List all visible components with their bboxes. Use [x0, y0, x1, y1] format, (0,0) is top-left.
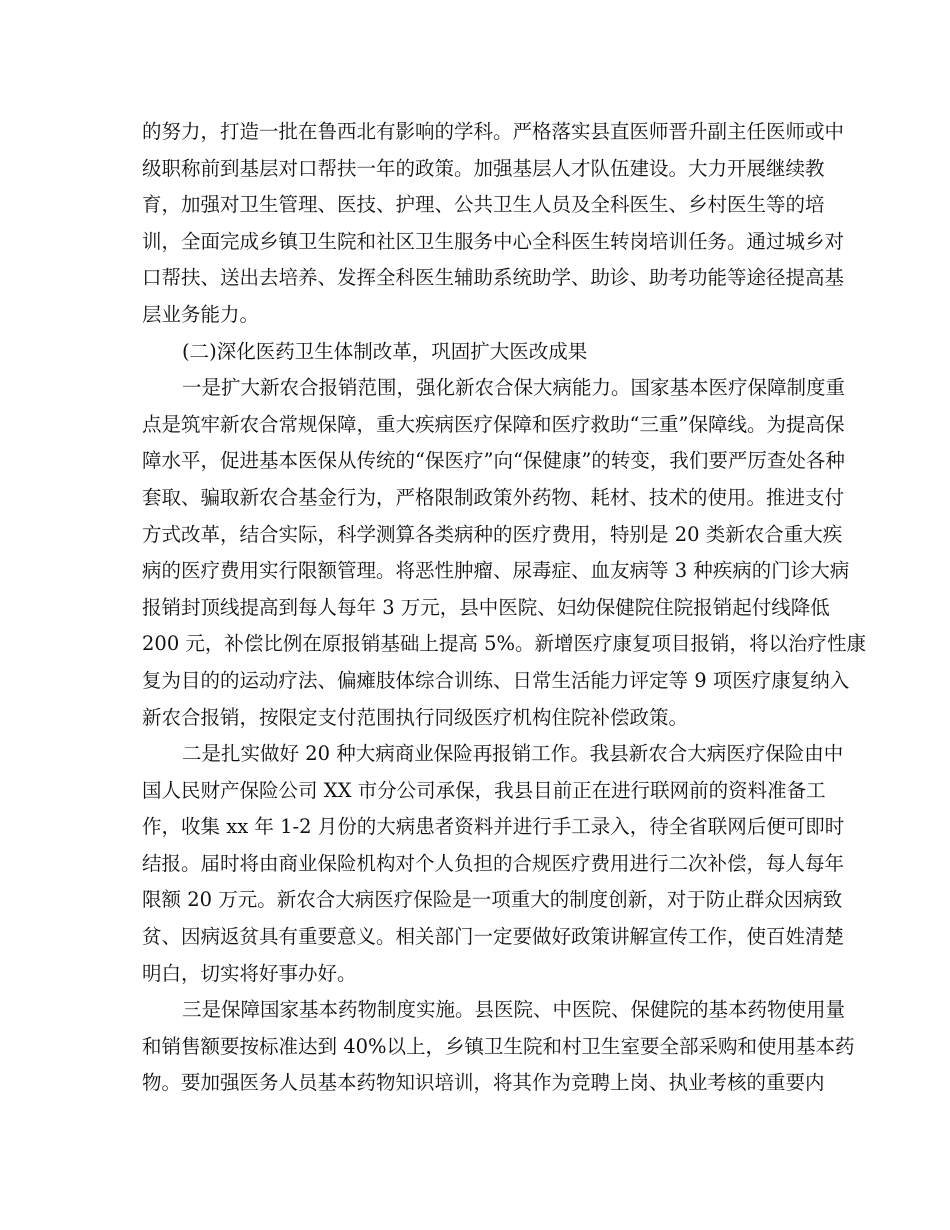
text-line: 和销售额要按标准达到 40%以上，乡镇卫生院和村卫生室要全部采购和使用基本药	[142, 1034, 855, 1058]
text-line: 点是筑牢新农合常规保障，重大疾病医疗保障和医疗救助“三重”保障线。为提高保	[142, 412, 845, 436]
text-line: 限额 20 万元。新农合大病医疗保险是一项重大的制度创新，对于防止群众因病致	[142, 888, 843, 912]
text-line: 新农合报销，按限定支付范围执行同级医疗机构住院补偿政策。	[142, 705, 689, 729]
text-line: 口帮扶、送出去培养、发挥全科医生辅助系统助学、助诊、助考功能等途径提高基	[142, 266, 845, 290]
text-line: 作，收集 xx 年 1-2 月份的大病患者资料并进行手工录入，待全省联网后便可即时	[142, 815, 845, 839]
text-line: 国人民财产保险公司 XX 市分公司承保，我县目前正在进行联网前的资料准备工	[142, 778, 826, 802]
text-line: 复为目的的运动疗法、偏瘫肢体综合训练、日常生活能力评定等 9 项医疗康复纳入	[142, 668, 850, 692]
text-line: 障水平，促进基本医保从传统的“保医疗”向“保健康”的转变，我们要严厉查处各种	[142, 449, 845, 473]
text-line: 二是扎实做好 20 种大病商业保险再报销工作。我县新农合大病医疗保险由中	[182, 742, 844, 766]
text-line: 200 元，补偿比例在原报销基础上提高 5%。新增医疗康复项目报销，将以治疗性康	[142, 632, 867, 656]
text-line: 训，全面完成乡镇卫生院和社区卫生服务中心全科医生转岗培训任务。通过城乡对	[142, 229, 845, 253]
text-line: 病的医疗费用实行限额管理。将恶性肿瘤、尿毒症、血友病等 3 种疾病的门诊大病	[142, 559, 850, 583]
text-line: 育，加强对卫生管理、医技、护理、公共卫生人员及全科医生、乡村医生等的培	[142, 193, 825, 217]
text-line: 级职称前到基层对口帮扶一年的政策。加强基层人才队伍建设。大力开展继续教	[142, 156, 825, 180]
text-line: 方式改革，结合实际，科学测算各类病种的医疗费用，特别是 20 类新农合重大疾	[142, 522, 843, 546]
text-line: (二)深化医药卫生体制改革，巩固扩大医改成果	[182, 339, 588, 363]
text-line: 三是保障国家基本药物制度实施。县医院、中医院、保健院的基本药物使用量	[182, 998, 846, 1022]
text-line: 的努力，打造一批在鲁西北有影响的学科。严格落实县直医师晋升副主任医师或中	[142, 120, 845, 143]
text-line: 层业务能力。	[142, 302, 260, 326]
text-line: 报销封顶线提高到每人每年 3 万元，县中医院、妇幼保健院住院报销起付线降低	[142, 595, 830, 619]
text-line: 贫、因病返贫具有重要意义。相关部门一定要做好政策讲解宣传工作，使百姓清楚	[142, 925, 845, 949]
text-line: 套取、骗取新农合基金行为，严格限制政策外药物、耗材、技术的使用。推进支付	[142, 485, 845, 509]
text-line: 结报。届时将由商业保险机构对个人负担的合规医疗费用进行二次补偿，每人每年	[142, 851, 845, 875]
text-line: 一是扩大新农合报销范围，强化新农合保大病能力。国家基本医疗保障制度重	[182, 376, 846, 400]
text-line: 明白，切实将好事办好。	[142, 961, 357, 985]
text-line: 物。要加强医务人员基本药物知识培训，将其作为竞聘上岗、执业考核的重要内	[142, 1071, 825, 1095]
document-body	[142, 114, 867, 1102]
